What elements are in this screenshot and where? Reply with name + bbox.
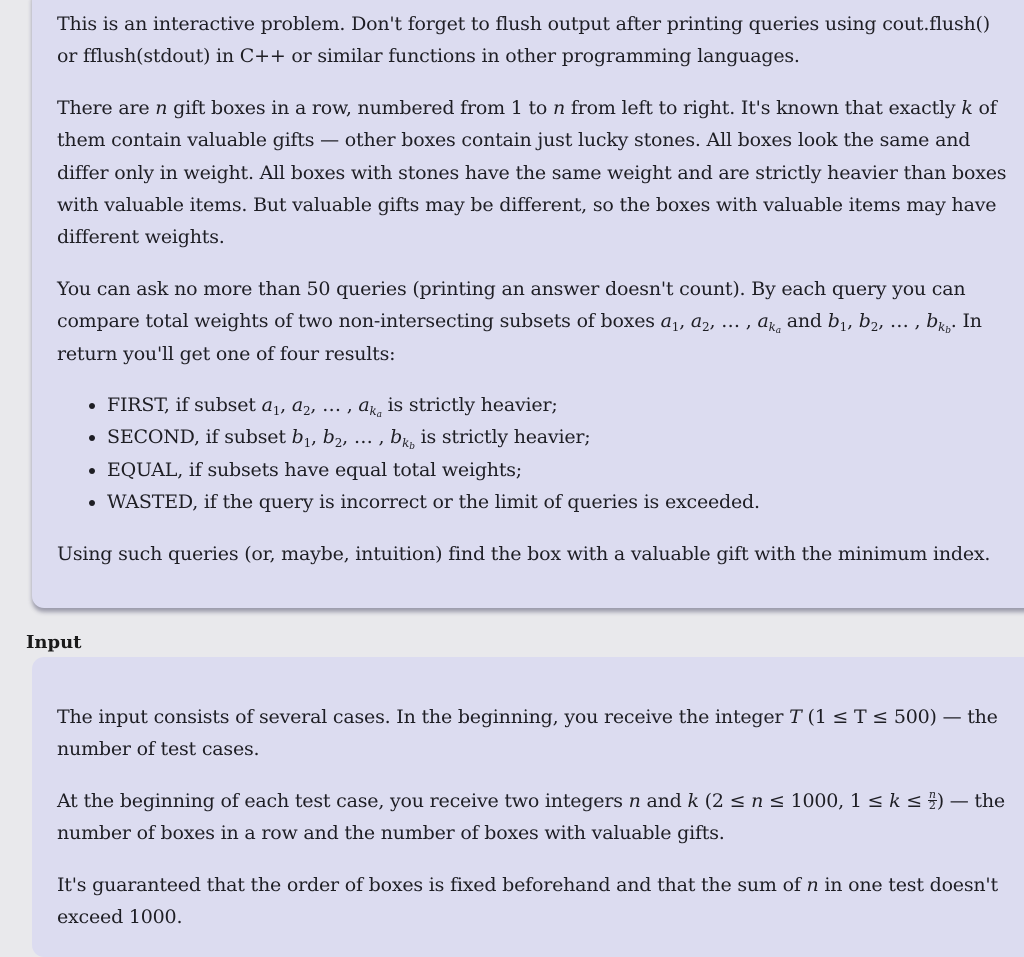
- input-description: The input consists of several cases. In the beginning, you receive the integer T (1 ≤ T ≤ 500) — the number of test cases.: [57, 706, 998, 761]
- input-card: [32, 657, 1024, 957]
- list-item: • WASTED, if the query is incorrect or the limit of queries is exceeded.: [107, 486, 1012, 518]
- task-goal: Using such queries (or, maybe, intuition) find the box with a valuable gift with the minimum index.: [57, 542, 991, 565]
- list-item: • SECOND, if subset $b_1$, $b_2$, … , $b_{k_b}$ is strictly heavier;: [107, 421, 1012, 453]
- interactive-note: This is an interactive problem. Don't forget to flush output after printing queries using cout.flush() or fflush(stdout) in C++ or similar functions in other programming languages.: [57, 13, 990, 68]
- problem-description: There are n gift boxes in a row, numbered from 1 to n from left to right. It's known that exactly k of them contain valuable gifts — other boxes contain just lucky stones. All boxes look the same and differ only in weight. All boxes with stones have the same weight and are strictly heavier than boxes with valuable items. But valuable gifts may be different, so the boxes with valuable items may have different weights.: [57, 96, 1007, 249]
- result-list: [57, 389, 1012, 519]
- test-case-description: At the beginning of each test case, you receive two integers n and k (2 ≤ n ≤ 1000, 1 ≤ k ≤ $\frac{n}{2}$ ) — the number of boxes in a row and the number of boxes with valuable gifts.: [57, 787, 1005, 845]
- list-item: • EQUAL, if subsets have equal total weights;: [107, 454, 1012, 486]
- list-item: • FIRST, if subset $a_1$, $a_2$, … , $a_{k_a}$ is strictly heavier;: [107, 389, 1012, 421]
- query-description: You can ask no more than 50 queries (printing an answer doesn't count). By each query you can compare total weights of two non-intersecting subsets of boxes $a_1$, $a_2$, … , $a_{k_a}$ and $b_1$, $b_2$, … , $b_{k_b}$. In return you'll get one of four results:: [57, 277, 982, 365]
- guarantee-note: It's guaranteed that the order of boxes is fixed beforehand and that the sum of n in one test doesn't exceed 1000.: [57, 873, 998, 929]
- statement-card: [32, 0, 1024, 608]
- input-heading: Input: [26, 632, 82, 653]
